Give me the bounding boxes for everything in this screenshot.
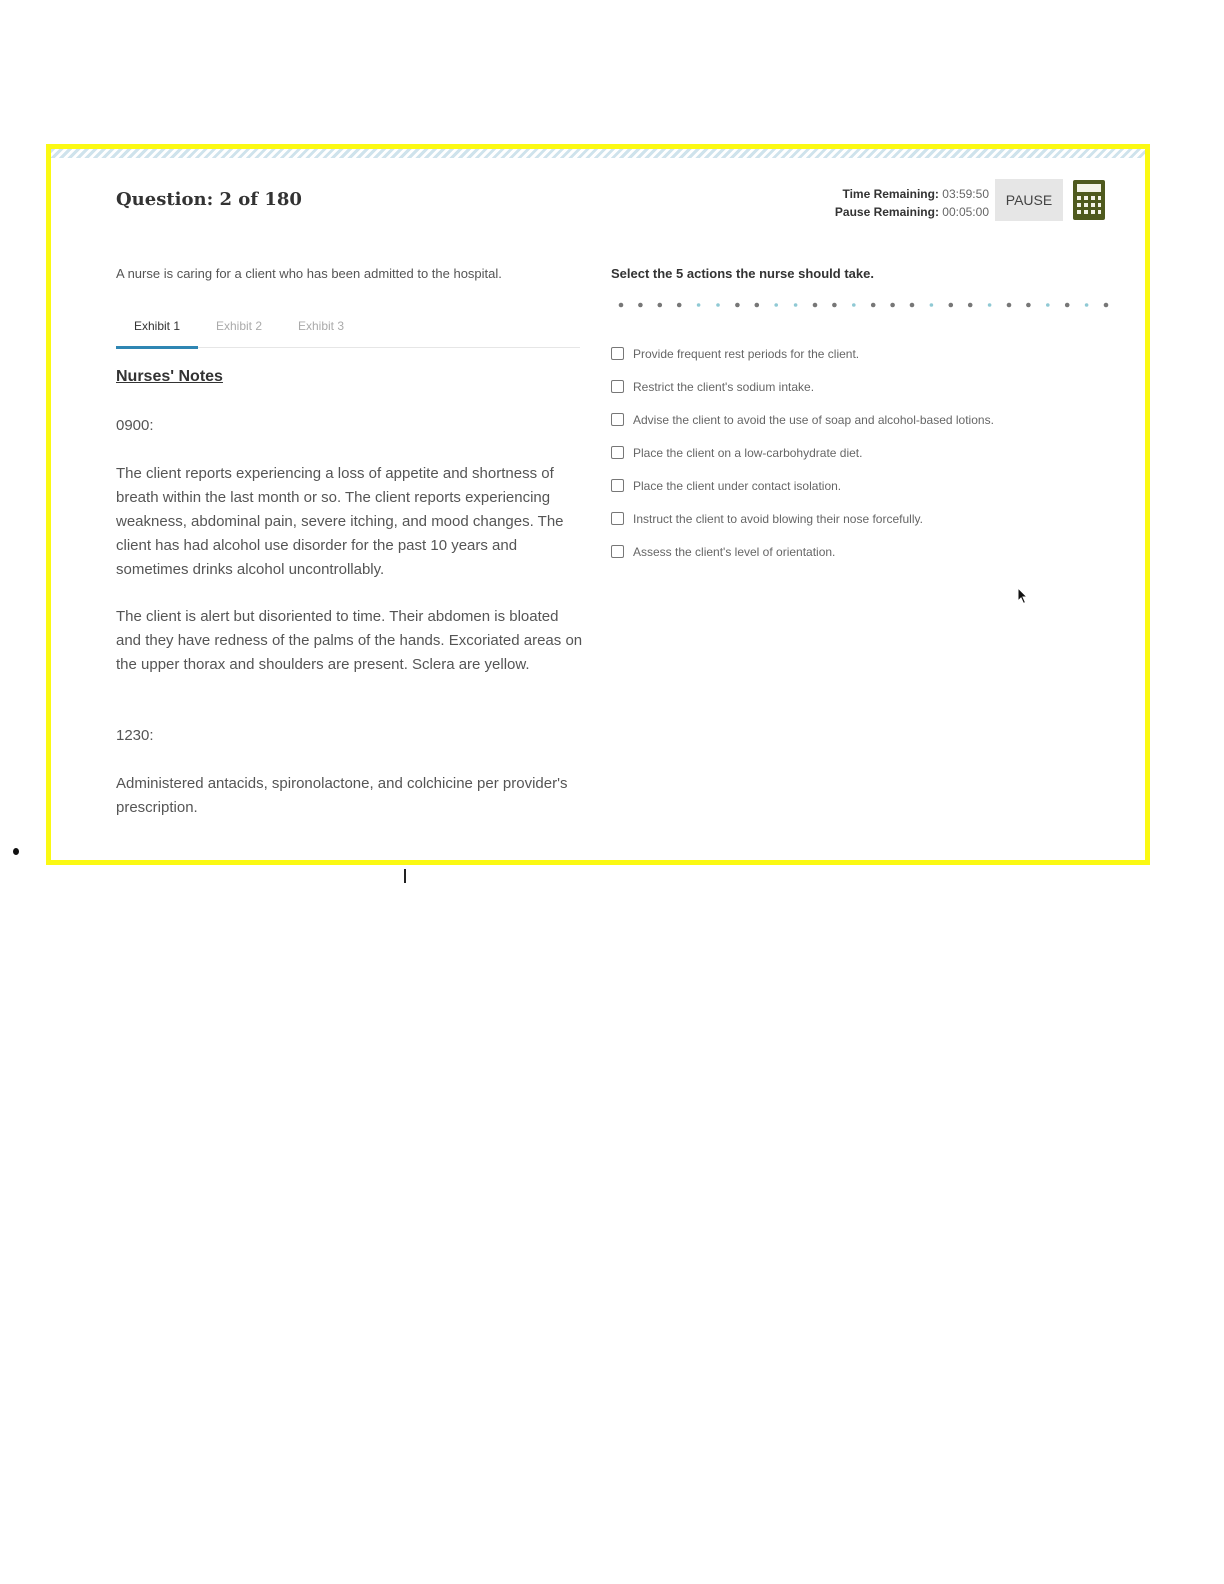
question-stem: A nurse is caring for a client who has been admitted to the hospital. — [116, 266, 502, 281]
mouse-cursor-icon — [1017, 587, 1029, 605]
separator-dot — [1085, 303, 1089, 307]
checkbox[interactable] — [611, 545, 624, 558]
separator-dot — [1026, 303, 1031, 308]
note-paragraph: The client reports experiencing a loss of appetite and shortness of breath within the last month or so. The client reports experiencing weakness, abdominal pain, severe itching, and mood changes. The client has had alcohol use disorder for the past 10 years and sometimes drinks alcohol uncontrollably. — [116, 465, 564, 578]
separator-dot — [755, 303, 760, 308]
option-2[interactable] — [611, 370, 994, 403]
answer-options — [611, 337, 994, 568]
separator-dot — [658, 303, 663, 308]
option-6[interactable] — [611, 502, 994, 535]
pause-button[interactable]: PAUSE — [995, 179, 1063, 221]
note-time-1230: 1230: — [116, 727, 154, 744]
exam-window — [46, 144, 1150, 865]
separator-dot — [852, 303, 856, 307]
option-label: Provide frequent rest periods for the client. — [633, 346, 860, 361]
bullet-dot — [13, 848, 19, 855]
option-7[interactable] — [611, 535, 994, 568]
separator-dot — [638, 303, 643, 308]
option-1[interactable] — [611, 337, 994, 370]
option-label: Place the client under contact isolation. — [633, 478, 842, 493]
option-label: Advise the client to avoid the use of soap and alcohol-based lotions. — [633, 412, 994, 427]
option-4[interactable] — [611, 436, 994, 469]
separator-dot — [1104, 303, 1109, 308]
separator-dot — [968, 303, 973, 308]
tab-exhibit-1[interactable]: Exhibit 1 — [134, 319, 181, 333]
option-3[interactable] — [611, 403, 994, 436]
tab-exhibit-3[interactable]: Exhibit 3 — [298, 319, 345, 333]
separator-dot — [1065, 303, 1070, 308]
option-label: Instruct the client to avoid blowing their nose forcefully. — [633, 511, 923, 526]
timers — [835, 185, 989, 221]
checkbox[interactable] — [611, 479, 624, 492]
separator-dot — [697, 303, 701, 307]
option-label: Assess the client's level of orientation. — [633, 544, 836, 559]
dotted-separator — [611, 299, 1111, 311]
select-prompt: Select the 5 actions the nurse should take. — [611, 266, 874, 281]
checkbox[interactable] — [611, 380, 624, 393]
separator-dot — [735, 303, 740, 308]
pause-remaining-value: 00:05:00 — [942, 205, 989, 219]
pause-remaining — [835, 203, 989, 221]
question-counter: Question: 2 of 180 — [116, 189, 302, 210]
checkbox[interactable] — [611, 446, 624, 459]
tab-exhibit-2[interactable]: Exhibit 2 — [216, 319, 263, 333]
separator-dot — [677, 303, 682, 308]
note-paragraph: The client is alert but disoriented to time. Their abdomen is bloated and they have redness of the palms of the hands. Excoriated areas on the upper thorax and shoulders are present. Sclera are yellow. — [116, 608, 583, 673]
calculator-icon[interactable] — [1073, 180, 1105, 220]
note-time-0900: 0900: — [116, 417, 154, 434]
top-stripe — [51, 149, 1145, 158]
active-tab-indicator — [116, 346, 198, 349]
pause-remaining-label: Pause Remaining: — [834, 205, 939, 219]
option-5[interactable] — [611, 469, 994, 502]
separator-dot — [1007, 303, 1012, 308]
notes-heading: Nurses' Notes — [116, 368, 223, 385]
separator-dot — [813, 303, 818, 308]
time-remaining-label: Time Remaining: — [842, 187, 939, 201]
time-remaining — [835, 185, 989, 203]
separator-dot — [910, 303, 915, 308]
checkbox[interactable] — [611, 512, 624, 525]
separator-dot — [988, 303, 992, 307]
checkbox[interactable] — [611, 347, 624, 360]
separator-dot — [832, 303, 837, 308]
separator-dot — [1046, 303, 1050, 307]
separator-dot — [794, 303, 798, 307]
checkbox[interactable] — [611, 413, 624, 426]
separator-dot — [930, 303, 934, 307]
time-remaining-value: 03:59:50 — [942, 187, 989, 201]
separator-dot — [871, 303, 876, 308]
separator-dot — [949, 303, 954, 308]
note-paragraph: Administered antacids, spironolactone, and colchicine per provider's prescription. — [116, 775, 568, 816]
separator-dot — [774, 303, 778, 307]
option-label: Place the client on a low-carbohydrate diet. — [633, 445, 863, 460]
separator-dot — [619, 303, 624, 308]
text-cursor-icon — [404, 869, 406, 883]
exhibit-tabs — [116, 309, 580, 348]
separator-dot — [890, 303, 895, 308]
separator-dot — [716, 303, 720, 307]
option-label: Restrict the client's sodium intake. — [633, 379, 815, 394]
